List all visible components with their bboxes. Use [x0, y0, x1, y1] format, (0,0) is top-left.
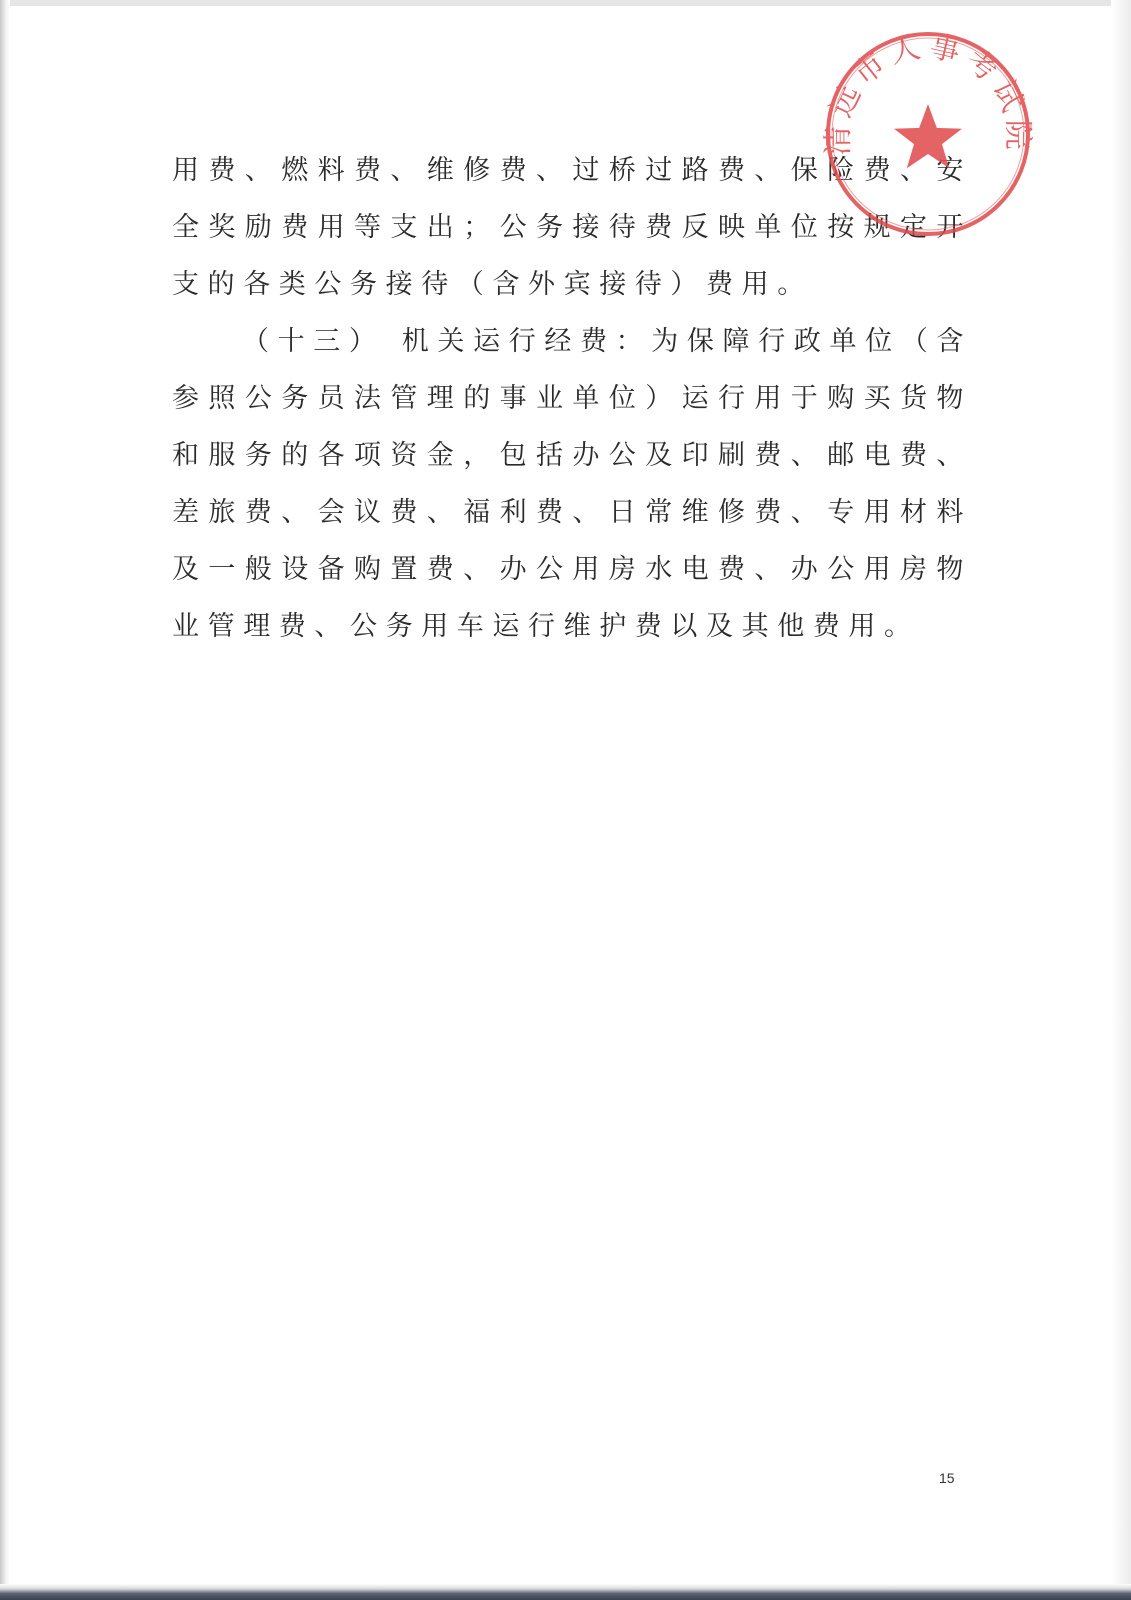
official-seal-stamp [820, 26, 1036, 242]
page-number: 15 [939, 1470, 955, 1486]
scan-edge-top [0, 0, 1131, 6]
paragraph-continued: 用费、燃料费、维修费、过桥过路费、保险费、安全奖励费用等支出；公务接待费反映单位按规定开支的各类公务接待（含外宾接待）费用。 [172, 155, 972, 300]
seal-text-path: 清远市人事考试院 [820, 28, 1036, 156]
scan-edge-bottom [0, 1584, 1131, 1600]
seal-star-icon [894, 104, 962, 168]
scan-edge-right [1111, 0, 1131, 1600]
scan-edge-left [0, 0, 10, 1600]
paragraph-13: （十三） 机关运行经费：为保障行政单位（含参照公务员法管理的事业单位）运行用于购买货物和服务的各项资金，包括办公及印刷费、邮电费、差旅费、会议费、福利费、日常维修费、专用材料及一般设备购置费、办公用房水电费、办公用房物业管理费、公务用车运行维护费以及其他费用。 [172, 326, 972, 642]
